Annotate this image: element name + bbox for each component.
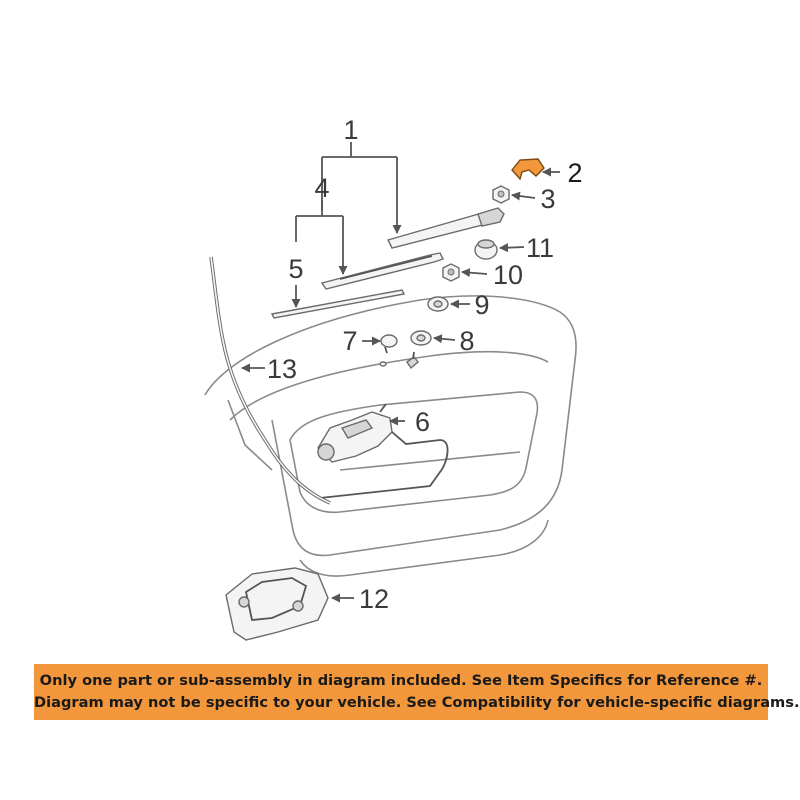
callout-8: 8 xyxy=(459,326,475,356)
callout-6: 6 xyxy=(415,407,431,437)
callout-5: 5 xyxy=(288,254,304,284)
callout-7: 7 xyxy=(342,326,358,356)
callout-12: 12 xyxy=(358,584,390,614)
disclaimer-line-1: Only one part or sub-assembly in diagram included. See Item Specifics for Reference #. xyxy=(39,672,763,689)
callout-3: 3 xyxy=(540,184,556,214)
callout-10: 10 xyxy=(492,260,524,290)
washer-8 xyxy=(411,331,431,345)
callout-2: 2 xyxy=(567,158,583,188)
callout-11: 11 xyxy=(525,233,555,263)
blade-insert xyxy=(272,290,404,318)
trim-cover xyxy=(226,568,328,640)
washer xyxy=(428,297,448,311)
grommet xyxy=(475,240,497,259)
disclaimer-banner xyxy=(34,664,800,720)
disclaimer-line-2: Diagram may not be specific to your vehicle. See Compatibility for vehicle-specific diagrams. xyxy=(34,694,800,711)
callout-9: 9 xyxy=(474,290,490,320)
callout-1: 1 xyxy=(343,115,359,145)
nut xyxy=(493,186,509,203)
callout-4: 4 xyxy=(314,173,330,203)
wiper-blade xyxy=(322,253,443,289)
pivot-cap xyxy=(512,159,544,179)
callout-13: 13 xyxy=(266,354,298,384)
nut-10 xyxy=(443,264,459,281)
